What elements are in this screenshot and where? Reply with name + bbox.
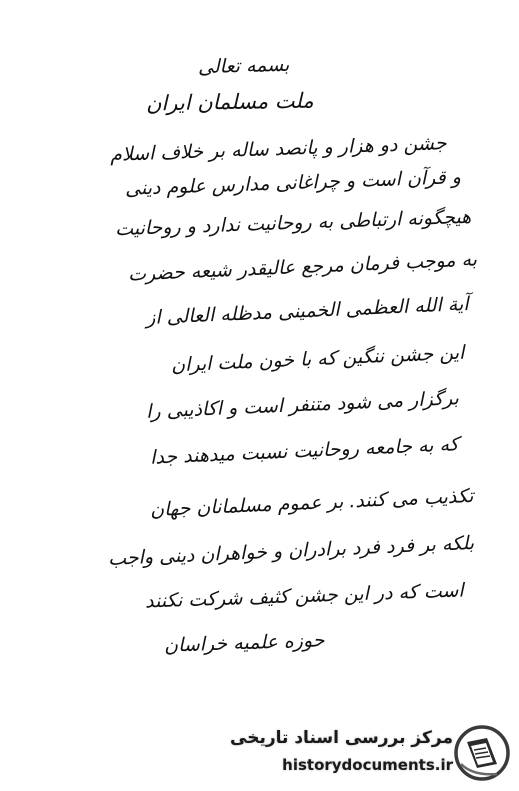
letter-line: جشن دو هزار و پانصد ساله بر خلاف اسلام (110, 132, 448, 166)
watermark (230, 722, 515, 784)
letter-line: که به جامعه روحانیت نسبت میدهند جدا (149, 433, 460, 469)
letter-line: است که در این جشن کثیف شرکت نکنند (145, 579, 465, 613)
letter-line: این جشن ننگین که با خون ملت ایران (170, 341, 465, 377)
letter-line: تکذیب می کنند. بر عموم مسلمانان جهان (150, 484, 475, 522)
letter-line: آیة الله العظمی الخمینی مدظله العالی از (146, 292, 470, 330)
letter-line: برگزار می شود متنفر است و اکاذیبی را (145, 387, 460, 423)
watermark-url: historydocuments.ir (282, 756, 453, 774)
letter-heading: بسمه تعالی (197, 53, 290, 79)
historydocuments-logo-icon (453, 724, 511, 782)
watermark-title: مرکز بررسی اسناد تاریخی (230, 728, 453, 748)
letter-line: بلکه بر فرد فرد برادران و خواهران دینی واجب (107, 532, 475, 570)
letter-salutation: ملت مسلمان ایران (146, 88, 315, 116)
letter-signature: حوزه علمیه خراسان (163, 629, 325, 657)
letter-line: هیچگونه ارتباطی به روحانیت ندارد و روحانیت (114, 205, 472, 241)
letter-line: و قرآن است و چراغانی مدارس علوم دینی (124, 166, 462, 200)
letter-line: به موجب فرمان مرجع عالیقدر شیعه حضرت (127, 248, 478, 286)
